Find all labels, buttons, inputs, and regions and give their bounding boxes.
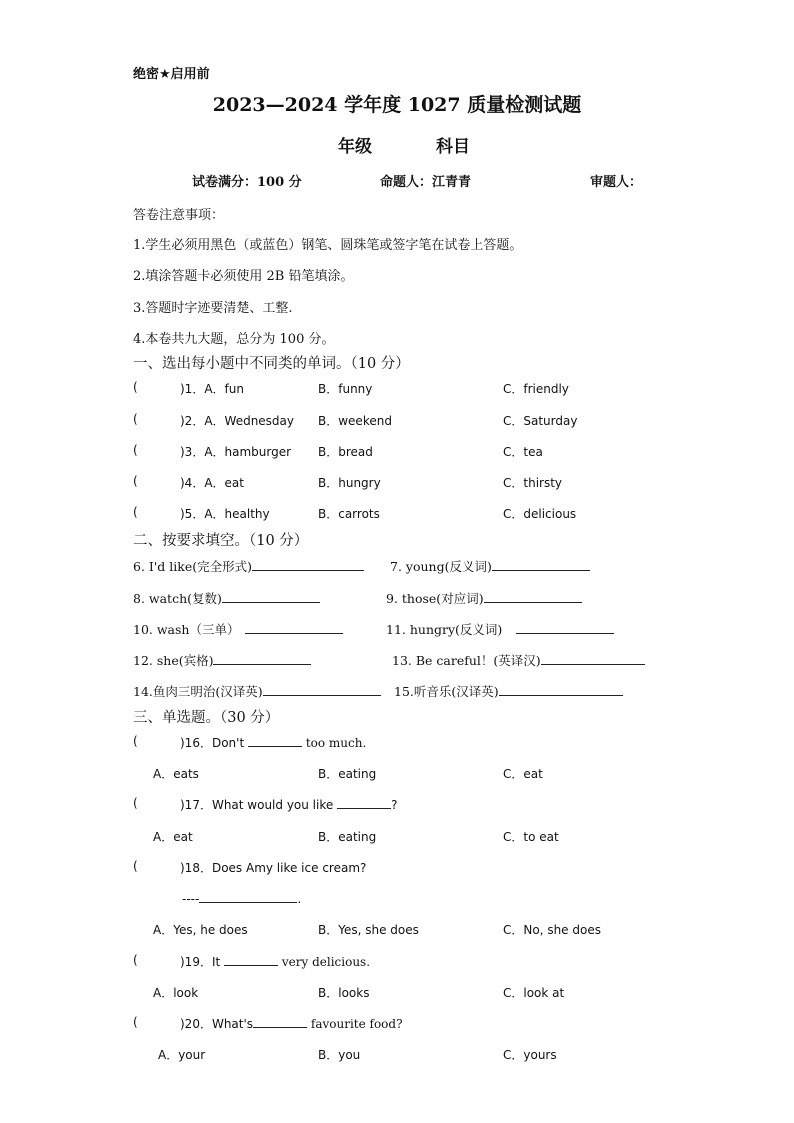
- option-c: C．thirsty: [503, 476, 563, 490]
- question-4: )4．A．eat: [180, 476, 244, 490]
- answer-line: ---- .: [182, 892, 302, 906]
- option-c: C．eat: [503, 767, 543, 781]
- exam-title: 2023—2024 学年度 1027 质量检测试题: [212, 94, 582, 116]
- option-c: C．Saturday: [503, 414, 578, 428]
- setter: 命题人：江青青: [380, 175, 472, 190]
- note-item: 4.本卷共九大题，总分为 100 分。: [133, 332, 335, 347]
- note-item: 3.答题时字迹要清楚、工整.: [133, 301, 293, 316]
- option-c: C．delicious: [503, 507, 577, 521]
- option-c: C．No, she does: [503, 923, 601, 937]
- subject-label: 科目: [436, 137, 470, 157]
- option-b: B．you: [318, 1048, 361, 1062]
- note-item: 1.学生必须用黑色（或蓝色）钢笔、圆珠笔或签字笔在试卷上答题。: [133, 238, 523, 253]
- reviewer: 审题人：: [590, 175, 643, 190]
- fill-item-14: 14.鱼肉三明治(汉译英): [133, 682, 381, 700]
- option-b: B．Yes, she does: [318, 923, 419, 937]
- option-a: A．Yes, he does: [153, 923, 248, 937]
- option-a: A．your: [158, 1048, 206, 1062]
- option-a: A．eat: [153, 830, 193, 844]
- question-2: )2．A．Wednesday: [180, 414, 295, 428]
- option-b: B．funny: [318, 382, 373, 396]
- option-c: C．look at: [503, 986, 565, 1000]
- full-score: 试卷满分：100 分: [192, 175, 302, 190]
- answer-paren: (: [133, 412, 138, 426]
- answer-paren: (: [133, 734, 138, 748]
- answer-paren: (: [133, 443, 138, 457]
- fill-item-10: 10. wash（三单）: [133, 620, 343, 638]
- option-b: B．carrots: [318, 507, 380, 521]
- option-a: A．look: [153, 986, 199, 1000]
- option-b: B．eating: [318, 767, 377, 781]
- answer-paren: (: [133, 859, 138, 873]
- question-19: )19．It very delicious.: [180, 955, 371, 969]
- question-5: )5．A．healthy: [180, 507, 270, 521]
- answer-paren: (: [133, 474, 138, 488]
- fill-item-11: 11. hungry(反义词): [386, 620, 614, 638]
- question-18: )18．Does Amy like ice cream?: [180, 861, 367, 875]
- fill-item-13: 13. Be careful！(英译汉): [392, 651, 645, 669]
- question-16: )16．Don't too much.: [180, 736, 367, 750]
- option-c: C．friendly: [503, 382, 569, 396]
- option-c: C．yours: [503, 1048, 557, 1062]
- confidential-label: 绝密★启用前: [133, 67, 210, 82]
- option-b: B．weekend: [318, 414, 392, 428]
- question-17: )17．What would you like ?: [180, 798, 398, 812]
- section1-title: 一、选出每小题中不同类的单词。（10 分）: [133, 356, 410, 372]
- answer-paren: (: [133, 796, 138, 810]
- note-item: 2.填涂答题卡必须使用 2B 铅笔填涂。: [133, 269, 354, 284]
- option-b: B．looks: [318, 986, 370, 1000]
- section2-title: 二、按要求填空。（10 分）: [133, 533, 309, 549]
- answer-paren: (: [133, 1015, 138, 1029]
- fill-item-7: 7. young(反义词): [390, 557, 590, 575]
- fill-item-6: 6. I'd like(完全形式): [133, 557, 364, 575]
- option-c: C．to eat: [503, 830, 559, 844]
- question-1: )1．A．fun: [180, 382, 244, 396]
- grade-label: 年级: [338, 137, 372, 157]
- option-b: B．bread: [318, 445, 373, 459]
- answer-paren: (: [133, 953, 138, 967]
- question-20: )20．What's favourite food?: [180, 1017, 403, 1031]
- option-b: B．eating: [318, 830, 377, 844]
- option-c: C．tea: [503, 445, 543, 459]
- fill-item-9: 9. those(对应词): [386, 589, 582, 607]
- section3-title: 三、单选题。（30 分）: [133, 710, 280, 726]
- notes-heading: 答卷注意事项：: [133, 208, 225, 223]
- fill-item-8: 8. watch(复数): [133, 589, 320, 607]
- question-3: )3．A．hamburger: [180, 445, 292, 459]
- fill-item-15: 15.听音乐(汉译英): [394, 682, 623, 700]
- answer-paren: (: [133, 505, 138, 519]
- answer-paren: (: [133, 380, 138, 394]
- option-b: B．hungry: [318, 476, 381, 490]
- fill-item-12: 12. she(宾格): [133, 651, 311, 669]
- option-a: A．eats: [153, 767, 199, 781]
